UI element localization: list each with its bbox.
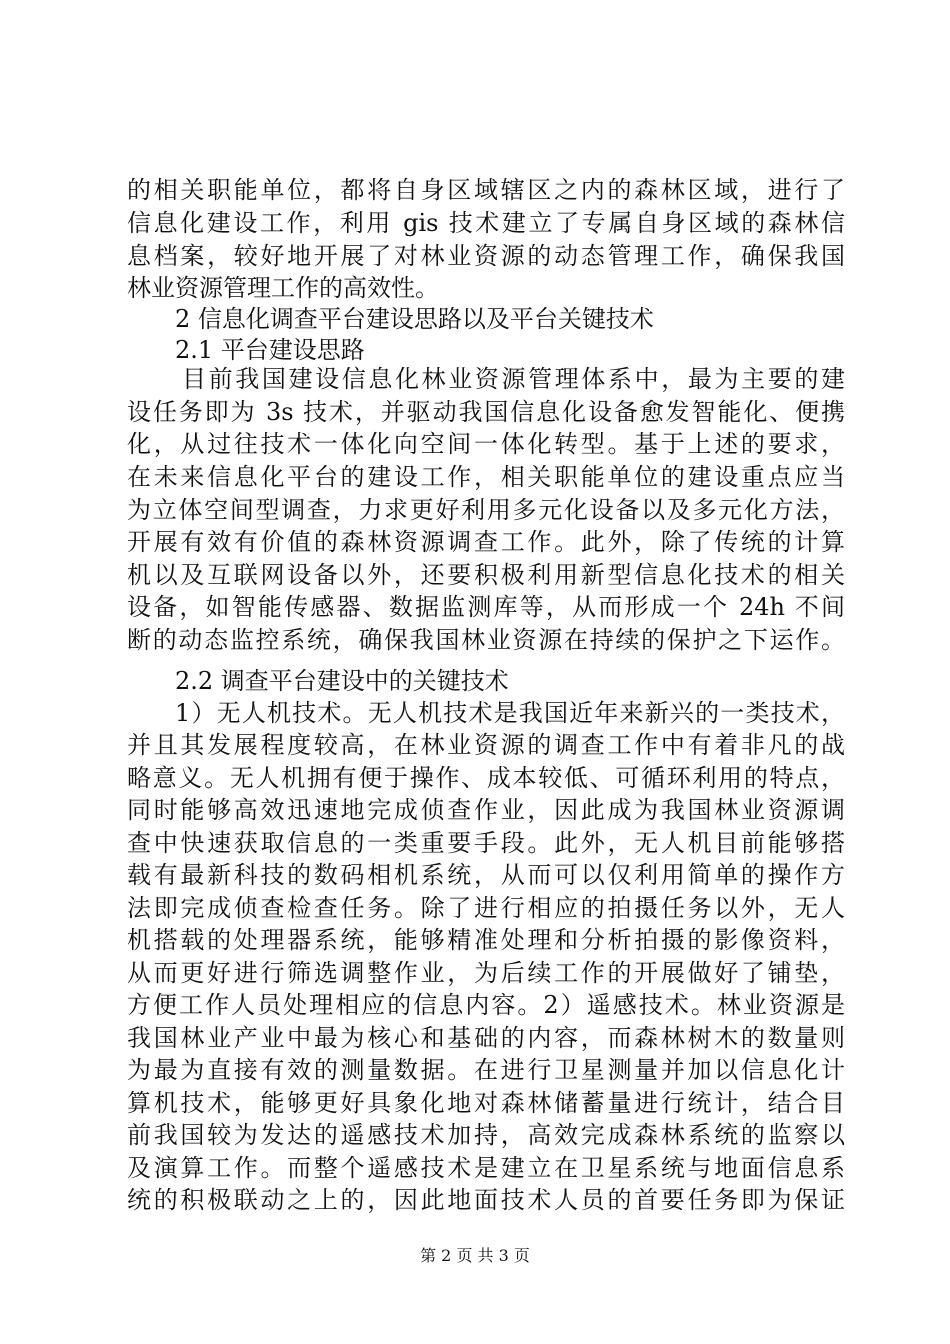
paragraph-line: 信息化建设工作，利用 gis 技术建立了专属自身区域的森林信 (127, 209, 845, 237)
paragraph-line: 林业资源管理工作的高效性。 (127, 274, 439, 302)
paragraph-line: 机以及互联网设备以外，还要积极利用新型信息化技术的相关 (127, 561, 845, 589)
paragraph-line: 目前我国建设信息化林业资源管理体系中，最为主要的建 (182, 365, 845, 393)
paragraph-line: 开展有效有价值的森林资源调查工作。此外，除了传统的计算 (127, 528, 845, 556)
paragraph-line: 前我国较为发达的遥感技术加持，高效完成森林系统的监察以 (127, 1121, 845, 1149)
paragraph-line: 在未来信息化平台的建设工作，相关职能单位的建设重点应当 (127, 463, 845, 491)
page-footer (0, 1245, 950, 1267)
paragraph-line: 并且其发展程度较高，在林业资源的调查工作中有着非凡的战 (127, 731, 845, 759)
paragraph-line: 息档案，较好地开展了对林业资源的动态管理工作，确保我国 (127, 242, 845, 270)
paragraph-line: 1）无人机技术。无人机技术是我国近年来新兴的一类技术， (175, 699, 845, 727)
paragraph-line: 为最为直接有效的测量数据。在进行卫星测量并加以信息化计 (127, 1056, 845, 1084)
paragraph-line: 载有最新科技的数码相机系统，从而可以仅利用简单的操作方 (127, 861, 845, 889)
paragraph-line: 设备，如智能传感器、数据监测库等，从而形成一个 24h 不间 (127, 593, 845, 621)
paragraph-line: 断的动态监控系统，确保我国林业资源在持续的保护之下运作。 (127, 626, 845, 654)
paragraph-line: 机搭载的处理器系统，能够精准处理和分析拍摄的影像资料， (127, 926, 845, 954)
paragraph-line: 略意义。无人机拥有便于操作、成本较低、可循环利用的特点， (127, 764, 845, 792)
paragraph-line: 查中快速获取信息的一类重要手段。此外，无人机目前能够搭 (127, 829, 845, 857)
paragraph-line: 方便工作人员处理相应的信息内容。2）遥感技术。林业资源是 (127, 991, 845, 1019)
paragraph-line: 化，从过往技术一体化向空间一体化转型。基于上述的要求， (127, 430, 845, 458)
paragraph-line: 及演算工作。而整个遥感技术是建立在卫星系统与地面信息系 (127, 1154, 845, 1182)
page-number-label: 第 2 页 共 3 页 (420, 1246, 530, 1265)
paragraph-line: 设任务即为 3s 技术，并驱动我国信息化设备愈发智能化、便携 (127, 398, 845, 426)
subsection-heading: 2.2 调查平台建设中的关键技术 (175, 667, 509, 695)
paragraph-line: 算机技术，能够更好具象化地对森林储蓄量进行统计，结合目 (127, 1089, 845, 1117)
paragraph-line: 从而更好进行筛选调整作业，为后续工作的开展做好了铺垫， (127, 959, 845, 987)
subsection-heading: 2.1 平台建设思路 (175, 336, 365, 364)
paragraph-line: 我国林业产业中最为核心和基础的内容，而森林树木的数量则 (127, 1024, 845, 1052)
paragraph-line: 法即完成侦查检查任务。除了进行相应的拍摄任务以外，无人 (127, 894, 845, 922)
paragraph-line: 为立体空间型调查，力求更好利用多元化设备以及多元化方法， (127, 496, 845, 524)
paragraph-line: 的相关职能单位，都将自身区域辖区之内的森林区域，进行了 (127, 176, 845, 204)
paragraph-line: 同时能够高效迅速地完成侦查作业，因此成为我国林业资源调 (127, 796, 845, 824)
paragraph-line: 统的积极联动之上的，因此地面技术人员的首要任务即为保证 (127, 1186, 845, 1214)
section-heading: 2 信息化调查平台建设思路以及平台关键技术 (175, 305, 654, 333)
